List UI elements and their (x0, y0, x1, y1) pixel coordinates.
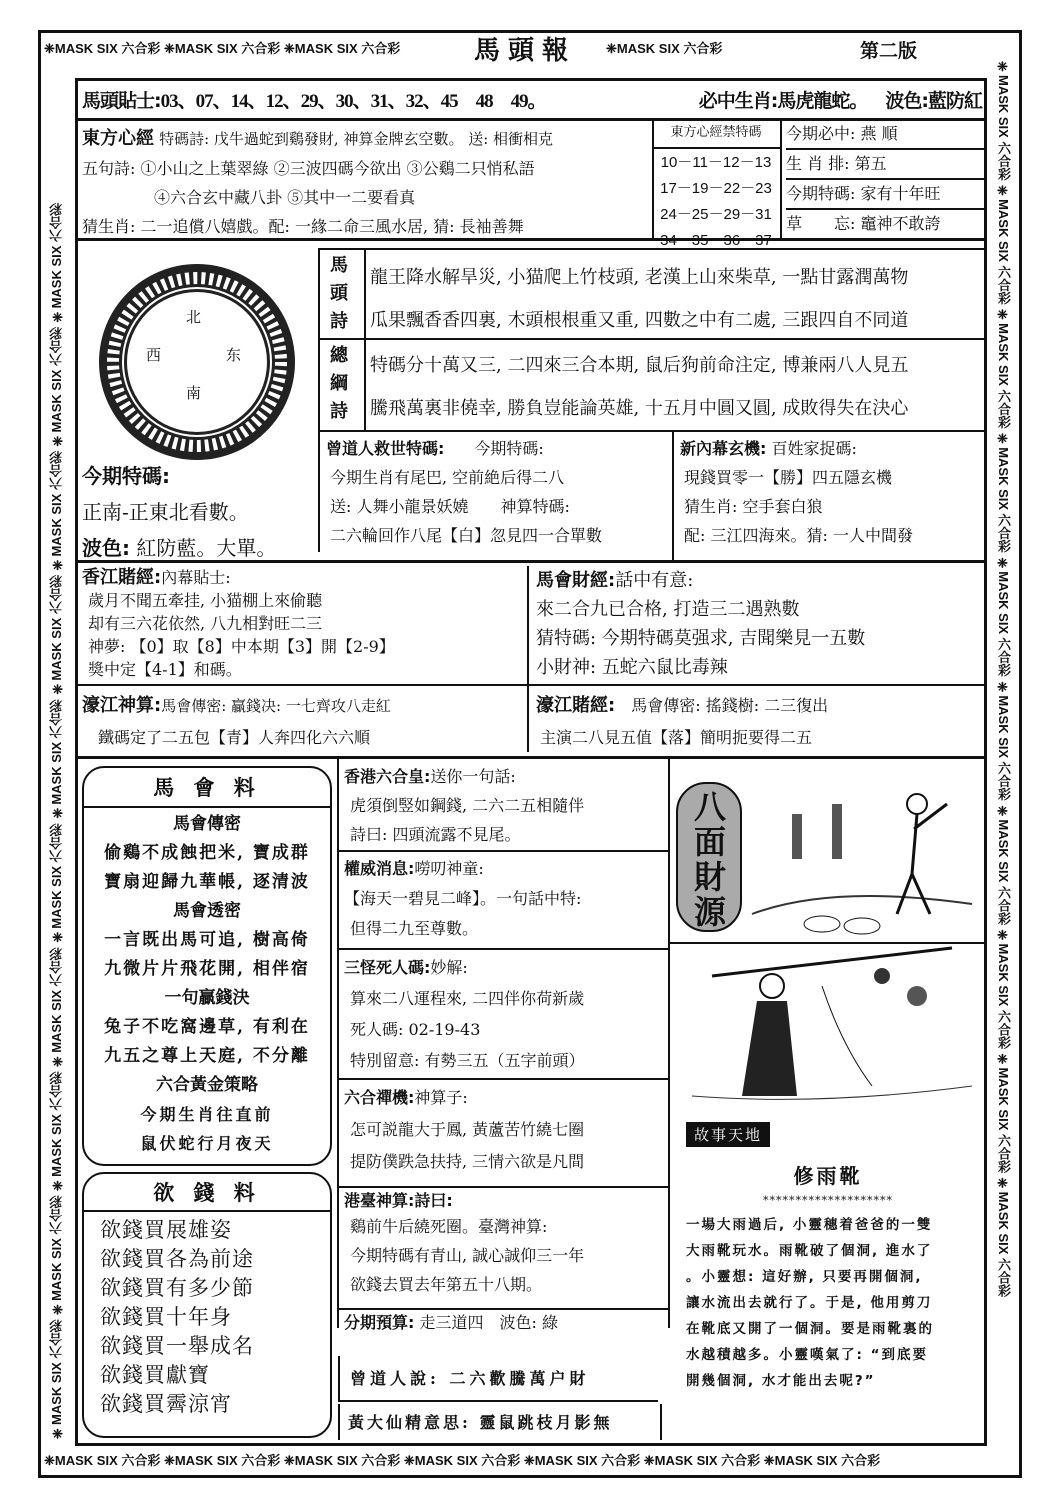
border-strip-text: ❈MASK SIX 六合彩 (606, 41, 723, 56)
compass-south: 南 (186, 384, 202, 402)
middle-title: 六合禪機: (344, 1088, 415, 1107)
info-label: 生 肖 排: (786, 154, 850, 173)
yuqian-liao-title: 欲 錢 料 (153, 1180, 261, 1205)
special-poem: 特碼詩: 戊牛過蛇到鷄發財, 神算金牌玄空數。 送: 相衝相克 (159, 130, 554, 148)
middle-sub: 詩曰: (414, 1191, 453, 1210)
bamian-caiyuan-title: 八面財源 (693, 788, 726, 931)
masthead: 馬頭報 (474, 36, 577, 66)
caijing-line: 來二合九已合格, 打造三二遇熟數 (536, 599, 800, 620)
border-strip-text: ❈MASK SIX 六合彩 ❈MASK SIX 六合彩 ❈MASK SIX 六合彩 ❈MASK SIX 六合彩 ❈MASK SIX 六合彩 ❈MASK SIX 六合彩 ❈MASK SIX 六合彩 (44, 1453, 881, 1468)
poem-title-zonggang: 總綱詩 (330, 345, 348, 422)
info-value: 家有十年旺 (860, 184, 941, 203)
story-line: 開幾個洞, 水才能出去呢?” (686, 1373, 876, 1389)
middle-gangtai (344, 1190, 666, 1299)
info-value: 第五 (854, 154, 887, 173)
dongfang-title: 東方心經 (82, 128, 154, 149)
zeng-title: 曾道人救世特碼: (326, 439, 445, 458)
yuqian-line: 欲錢買各為前途 (100, 1247, 254, 1271)
section-line: 一言既出馬可追, 樹高倚 (104, 930, 310, 950)
info-value: 燕 順 (860, 124, 898, 143)
xiangjiang-sub: 內幕貼士: (161, 568, 231, 587)
man-carrying-pole-illustration (672, 946, 982, 1114)
yuqian-line: 欲錢買霽涼宵 (100, 1392, 232, 1416)
poem-line: 特碼分十萬又三, 二四來三合本期, 鼠后狗前命注定, 博兼兩八人見五 (370, 355, 909, 376)
middle-title: 三怪死人碼: (344, 958, 431, 977)
compass-icon (92, 262, 302, 462)
guess-zodiac: 猜生肖: 二一追償八嬉戲。配: 一緣二命三風水居, 猜: 長袖善舞 (82, 217, 524, 236)
top-border-strip-left (44, 36, 400, 62)
neimu-section (680, 434, 985, 550)
five-line: ④六合玄中藏八卦 ⑤其中一二要看真 (154, 188, 416, 207)
middle-chanji (344, 1082, 666, 1178)
zodiac-label: 必中生肖: (698, 90, 778, 112)
zeng-line: 送: 人舞小龍景妖嬈 神算特碼: (330, 497, 570, 516)
wave-value: 紅防藍。大單。 (136, 536, 277, 560)
neimu-line: 現錢買零一【勝】四五隱玄機 (684, 468, 893, 487)
xiangjiang-line: 歲月不聞五牽挂, 小猫棚上來偷聽 (88, 591, 323, 610)
right-info (786, 120, 984, 238)
zeng-section (326, 434, 671, 550)
haojiang-dujing-line: 主演二八見五值【落】簡明扼要得二五 (540, 728, 813, 747)
section-line: 九微片片飛花開, 相伴宿 (104, 959, 310, 979)
wave-label: 波色: (885, 90, 928, 112)
fenqi-title: 分期預算: (344, 1313, 415, 1332)
zodiac-value: 馬虎龍蛇。 (777, 90, 868, 112)
yuqian-liao-list (100, 1216, 254, 1419)
poem-line: 瓜果飄香香四裏, 木頭根根重又重, 四數之中有二處, 三跟四自不同道 (370, 310, 909, 331)
yuqian-line: 欲錢買有多少節 (100, 1276, 254, 1300)
middle-title: 港臺神算: (344, 1191, 415, 1210)
middle-sub: 送你一句話: (430, 767, 516, 786)
story-line: 。小靈想: 這好辦, 只要再開個洞, (686, 1269, 923, 1285)
haojiang-shensuan-title: 濠江神算: (82, 695, 162, 716)
fenqi (344, 1310, 558, 1336)
mahui-liao-content (84, 810, 330, 1158)
tips-numbers: 03、07、14、12、29、30、31、32、45 48 49。 (160, 91, 546, 112)
yuqian-line: 欲錢買一舉成名 (100, 1334, 254, 1358)
haojiang-shensuan (82, 690, 524, 754)
poem-line: 騰飛萬裏非僥幸, 勝負豈能論英雄, 十五月中圓又圓, 成敗得失在決心 (370, 398, 909, 419)
huang-daxian: 黃大仙精意思: 靈鼠跳枝月影無 (338, 1404, 662, 1440)
story-line: 讓水流出去就行了。于是, 他用剪刀 (686, 1295, 933, 1311)
section-head: 馬會傳密 (173, 814, 241, 834)
middle-line: 死人碼: 02-19-43 (350, 1020, 481, 1039)
caijing-section (536, 566, 986, 682)
section-head: 馬會透密 (173, 901, 241, 921)
this-period (82, 458, 276, 566)
left-border-strip (44, 60, 70, 1440)
caijing-line: 猜特碼: 今期特碼莫强求, 吉聞樂見一五數 (536, 628, 866, 649)
yuqian-line: 欲錢買十年身 (100, 1305, 232, 1329)
zeng-line: 今期生肖有尾巴, 空前絶后得二八 (330, 468, 565, 487)
zeng-line: 二六輪回作八尾【白】忽見四一合單數 (330, 526, 603, 545)
dongfang-section (82, 124, 652, 241)
middle-sub: 神算子: (414, 1088, 468, 1107)
right-border-strip (990, 60, 1016, 1440)
neimu-title: 新內幕玄機: (680, 439, 767, 458)
middle-line: 今期特碼有青山, 誠心誠仰三一年 (350, 1246, 585, 1265)
xiangjiang-line: 却有三六花依然, 八九相對旺二三 (88, 614, 323, 633)
info-label: 草 忘: (786, 214, 856, 233)
info-value: 竈神不敢誇 (860, 214, 941, 233)
middle-line: 鷄前牛后繞死圈。臺灣神算: (350, 1217, 548, 1236)
section-head: 一句贏錢決 (164, 988, 250, 1008)
poem-matou (370, 256, 908, 342)
border-strip-text: ❈MASK SIX 六合彩 ❈MASK SIX 六合彩 ❈MASK SIX 六合彩 ❈MASK SIX 六合彩 ❈MASK SIX 六合彩 ❈MASK SIX 六合彩 ❈MASK SIX 六合彩 ❈MASK SIX 六合彩 ❈MASK SIX 六合彩 ❈MASK SIX 六合彩 (49, 202, 64, 1440)
yuqian-line: 欲錢買展雄姿 (100, 1218, 232, 1242)
header-row (82, 86, 982, 113)
header-tips (82, 86, 546, 113)
middle-quanwei (344, 854, 666, 944)
story-body (686, 1212, 982, 1394)
top-border-strip-right (606, 36, 722, 62)
forbidden-title: 東方心經禁特碼 (670, 125, 762, 140)
poem-line: 龍王降水解旱災, 小猫爬上竹枝頭, 老漢上山來柴草, 一點甘露潤萬物 (370, 267, 909, 288)
middle-sub: 妙解: (430, 958, 468, 977)
forbidden-row: 24－25－29－31 (660, 206, 772, 223)
forbidden-row: 17－19－22－23 (660, 180, 772, 197)
story-line: 水越積越多。小靈嘆氣了: “到底要 (686, 1347, 928, 1363)
middle-line: 詩曰: 四頭流露不見尾。 (350, 825, 521, 844)
zeng-says: 曾道人說: 二六歡騰萬户財 (338, 1356, 658, 1402)
story-title: 修雨靴 (793, 1164, 863, 1188)
story-tag: 故事天地 (686, 1122, 770, 1147)
five-label: 五句詩: (82, 159, 136, 178)
neimu-line: 猜生肖: 空手套白狼 (684, 497, 823, 516)
compass-east: 东 (226, 346, 242, 364)
haojiang-shensuan-line: 鐵碼定了二五包【青】人奔四化六六順 (98, 728, 371, 747)
haojiang-dujing-sub: 馬會傳密: 搖錢樹: 二三復出 (631, 696, 829, 715)
zeng-sub: 今期特碼: (474, 439, 544, 458)
xiangjiang-line: 神夢: 【0】取【8】中本期【3】開【2-9】 (88, 637, 395, 656)
poem-zonggang (370, 344, 908, 430)
section-line: 兔子不吃窩邊草, 有利在 (104, 1017, 310, 1037)
yuqian-line: 欲錢買獻寶 (100, 1363, 210, 1387)
border-strip-text: ❈MASK SIX 六合彩 ❈MASK SIX 六合彩 ❈MASK SIX 六合彩 ❈MASK SIX 六合彩 ❈MASK SIX 六合彩 ❈MASK SIX 六合彩 ❈MASK SIX 六合彩 ❈MASK SIX 六合彩 ❈MASK SIX 六合彩 ❈MASK SIX 六合彩 (996, 60, 1011, 1298)
middle-line: 但得二九至尊數。 (350, 919, 479, 938)
xiangjiang-line: 獎中定【4-1】和碼。 (88, 660, 242, 679)
caijing-sub: 話中有意: (615, 570, 694, 591)
middle-line: 算來二八運程來, 二四伴你荷新歲 (350, 989, 585, 1008)
middle-sub: 嘮叨神童: (414, 859, 484, 878)
middle-sanguai (344, 952, 666, 1076)
middle-hk-liuhe (344, 762, 666, 849)
section-line: 今期生肖往直前 (140, 1105, 274, 1124)
section-line: 寶扇迎歸九華帳, 逐清波 (104, 872, 310, 892)
middle-line: 提防僕跌急扶持, 三情六欲是凡間 (350, 1152, 585, 1171)
story-line: 在靴底又開了一個洞。要是雨靴裏的 (686, 1321, 934, 1337)
border-strip-text: ❈MASK SIX 六合彩 ❈MASK SIX 六合彩 ❈MASK SIX 六合彩 (44, 41, 401, 56)
this-period-title: 今期特碼: (82, 464, 170, 488)
info-label: 今期必中: (786, 124, 856, 143)
tips-label: 馬頭貼士: (82, 90, 161, 112)
story-line: 大雨靴玩水。雨靴破了個洞, 進水了 (686, 1243, 933, 1259)
middle-line: 怎可説龍大于鳳, 黃蘆苦竹繞七圈 (350, 1120, 585, 1139)
neimu-sub: 百姓家捉碼: (771, 439, 857, 458)
caijing-line: 小財神: 五蛇六鼠比毒辣 (536, 657, 728, 678)
middle-line: 欲錢去買去年第五十八期。 (350, 1275, 543, 1294)
caijing-title: 馬會財經: (536, 570, 616, 591)
poem-title-matou: 馬頭詩 (330, 255, 348, 332)
xiangjiang-title: 香江賭經: (82, 567, 162, 588)
middle-line: 【海天一碧見二峰】。一句話中特: (344, 889, 582, 908)
compass-north: 北 (186, 308, 202, 326)
forbidden-row: 10－11－12－13 (660, 154, 772, 171)
section-head: 六合黃金策略 (156, 1075, 258, 1095)
middle-title: 香港六合皇: (344, 767, 431, 786)
haojiang-dujing (536, 690, 986, 754)
edition-label: 第二版 (860, 40, 918, 62)
bottom-border-strip (44, 1448, 880, 1474)
neimu-line: 配: 三江四海來。猜: 一人中間發 (684, 526, 913, 545)
haojiang-shensuan-sub: 馬會傳密: 贏錢决: 一七齊攻八走紅 (161, 697, 391, 715)
middle-line: 特別留意: 有勢三五（五字前頭） (350, 1051, 585, 1070)
section-line: 偷鷄不成蝕把米, 寶成群 (104, 843, 310, 863)
mahui-liao-title: 馬 會 料 (153, 775, 261, 800)
fenqi-value: 走三道四 波色: 綠 (419, 1313, 558, 1332)
this-period-line: 正南-正東北看數。 (82, 500, 249, 524)
compass-west: 西 (146, 346, 162, 364)
section-line: 九五之尊上天庭, 不分離 (104, 1046, 310, 1066)
header-zodiac (699, 86, 982, 113)
middle-title: 權威消息: (344, 859, 415, 878)
info-label: 今期特碼: (786, 184, 856, 203)
wave-value: 藍防紅 (927, 90, 982, 112)
story-line: 一場大雨過后, 小靈穗着爸爸的一雙 (686, 1217, 933, 1233)
haojiang-dujing-title: 濠江賭經: (536, 695, 616, 716)
xiangjiang-section (82, 566, 522, 681)
five-line: ①小山之上葉翠綠 ②三波四碼今欲出 ③公鷄二只悄私語 (140, 159, 535, 178)
wave-label: 波色: (82, 536, 130, 560)
middle-line: 虎須倒竪如鋼錢, 二六二五相隨伴 (350, 796, 585, 815)
story-divider: ******************** (763, 1194, 893, 1207)
section-line: 鼠伏蛇行月夜天 (140, 1134, 274, 1153)
